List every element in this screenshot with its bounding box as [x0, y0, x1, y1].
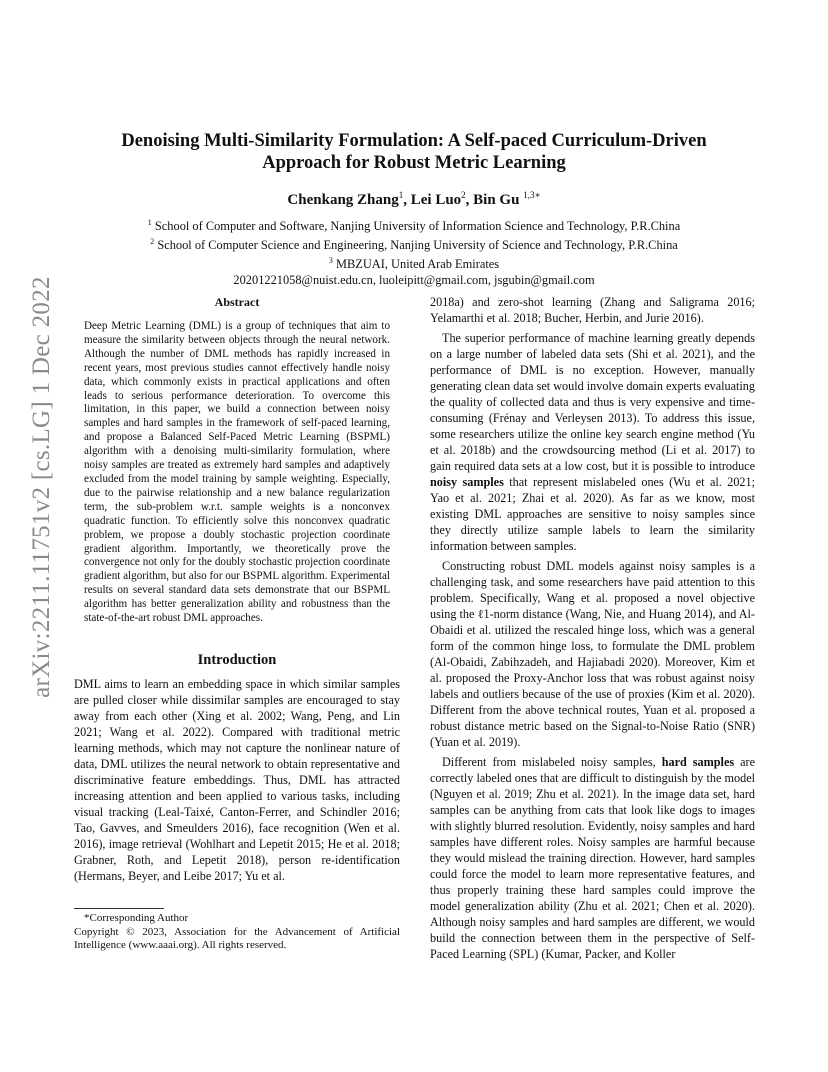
author-affil-mark: 2 — [461, 190, 466, 200]
intro-paragraph: DML aims to learn an embedding space in which similar samples are pulled closer while dissimilar samples are encouraged to stay away from each other (Xing et al. 2002; Wang, Peng, and Lin 2021; Wang et al. 2022). Compared with traditional metric learning methods, which may not capture the nonlinear nature of data, DML utilizes the neural network to obtain representative and discriminative feature embeddings. Thus, DML has attracted increasing attention and been applied to various tasks, including visual tracking (Leal-Taixé, Canton-Ferrer, and Schindler 2016; Tao, Gavves, and Smeulders 2016), face recognition (Wen et al. 2016), image retrieval (Wohlhart and Lepetit 2015; He et al. 2018; Grabner, Roth, and Lepetit 2018), person re-identification (Hermans, Beyer, and Leibe 2017; Yu et al. — [74, 676, 400, 883]
author-name: Bin Gu — [473, 192, 520, 208]
emphasis-hard-samples: hard samples — [661, 755, 735, 769]
corresponding-author-note: *Corresponding Author — [84, 911, 189, 924]
affil-number: 1 — [147, 218, 152, 227]
body-text-segment: The superior performance of machine learning greatly depends on a large number of labeled data sets (Shi et al. 2021), and the performance of DML is no exception. However, manually generating clean data set would involve domain experts evaluating the quality of collected data and thus is very expensive and time-consuming (Frénay and Verleysen 2013). To address this issue, some researchers utilize the online key search engine method (Yu et al. 2018b) and the crowdsourcing method (Li et al. 2017) to gain required data sets at a low cost, but it is possible to introduce — [430, 331, 755, 473]
body-text-segment: Different from mislabeled noisy samples, — [442, 755, 656, 769]
author-affil-mark: 1 — [398, 190, 404, 200]
copyright-note: Copyright © 2023, Association for the Advancement of Artificial Intelligence (www.aaai.org). All rights reserved. — [74, 925, 400, 952]
affiliations — [74, 215, 754, 288]
body-text-segment: are correctly labeled ones that are difficult to distinguish by the model (Nguyen et al. 2019; Zhu et al. 2021). In the image data set, hard samples can be anything from cats that look like dogs to images with slightly blurred resolution. Evidently, noisy samples and hard samples have different roles. Noisy samples are harmful because they would mislead the training direction. However, hard samples could force the model to learn more representative features, and thus properly training these hard samples could improve the model generalization ability (Zhu et al. 2021; Chen et al. 2020). Although noisy samples and hard samples are different, we would build the connection between them in the perspective of Self-Paced Learning (SPL) (Kumar, Packer, and Koller — [430, 755, 756, 961]
title-line-1: Denoising Multi-Similarity Formulation: A Self-paced Curriculum-Driven — [121, 131, 707, 151]
footnotes — [74, 912, 400, 953]
affil-number: 2 — [150, 237, 155, 247]
paper-header — [74, 130, 754, 288]
abstract-text: Deep Metric Learning (DML) is a group of techniques that aim to measure the similarity between objects through the neural network. Although the number of DML methods has rapidly increased in recent years, most previous studies cannot effectively handle noisy data, which commonly exists in practical applications and often leads to serious performance deterioration. To overcome this limitation, in this paper, we build a connection between noisy samples and hard samples in the framework of self-paced learning, and propose a Balanced Self-Paced Metric Learning (BSPML) algorithm with a denoising multi-similarity formulation, where noisy samples are treated as extremely hard samples and adaptively excluded from the model training by sample weighting. Especially, due to the pairwise relationship and a new balance regularization term, the sub-problem w.r.t. sample weights is a nonconvex quadratic function. To efficiently solve this nonconvex quadratic problem, we propose a doubly stochastic projection coordinate gradient algorithm. Importantly, we theoretically prove the convergence not only for the doubly stochastic projection coordinate gradient algorithm, but also for our BSPML algorithm. Experimental results on several standard data sets demonstrate that our BSPML algorithm has better generalization ability and robustness than the state-of-the-art robust DML approaches. — [84, 320, 390, 625]
footnote-divider — [74, 908, 164, 909]
author-affil-mark: 1,3∗ — [523, 190, 541, 200]
affiliation-2 — [74, 234, 754, 253]
affiliation-3 — [74, 253, 754, 272]
affiliation-1 — [74, 215, 754, 234]
arxiv-watermark — [22, 276, 62, 698]
affil-text: School of Computer Science and Engineering, Nanjing University of Science and Technology, P.R.China — [157, 238, 678, 253]
introduction-heading: Introduction — [197, 651, 277, 668]
abstract-heading: Abstract — [214, 295, 260, 309]
body-paragraph — [430, 330, 755, 554]
author-list: Chenkang Zhang$^1$, Lei Luo$^2$, Bin Gu $^{1,3∗}$ — [287, 190, 541, 208]
emphasis-noisy-samples: noisy samples — [430, 475, 504, 489]
left-column — [74, 294, 400, 953]
affil-text: School of Computer and Software, Nanjing University of Information Science and Technology, P.R.China — [154, 219, 681, 234]
body-paragraph: 2018a) and zero-shot learning (Zhang and Saligrama 2016; Yelamarthi et al. 2018; Bucher, Herbin, and Jurie 2016). — [430, 295, 755, 325]
affil-text: MBZUAI, United Arab Emirates — [335, 257, 500, 272]
title-line-2: Approach for Robust Metric Learning — [262, 153, 566, 173]
body-paragraph: Constructing robust DML models against noisy samples is a challenging task, and some researchers have paid attention to this problem. Specifically, Wang et al. proposed a novel objective using the ℓ1-norm distance (Wang, Nie, and Huang 2014), and Al-Obaidi et al. utilized the rescaled hinge loss, which was a general form of the common hinge loss, to formulate the DML problem (Al-Obaidi, Zabihzadeh, and Hajiabadi 2020). Moreover, Kim et al. proposed the Proxy-Anchor loss that was robust against noisy labels and outliers because of the use of proxies (Kim et al. 2020). Different from the above technical routes, Yuan et al. proposed a robust distance metric based on the Signal-to-Noise Ratio (SNR) (Yuan et al. 2019). — [430, 559, 755, 749]
author-name: Lei Luo — [410, 192, 462, 208]
author-emails: 20201221058@nuist.edu.cn, luoleipitt@gmail.com, jsgubin@gmail.com — [233, 273, 595, 288]
body-text-segment: that represent mislabeled ones (Wu et al. 2021; Yao et al. 2021; Zhai et al. 2020). As far as we know, most existing DML approaches are sensitive to noisy samples since they directly utilize sample labels to learn the similarity information between samples. — [430, 475, 756, 553]
right-column — [430, 294, 755, 962]
body-paragraph — [430, 754, 755, 962]
paper-title — [74, 130, 754, 174]
arxiv-id-text: arXiv:2211.11751v2 [cs.LG] 1 Dec 2022 — [28, 276, 55, 698]
affil-number: 3 — [328, 256, 333, 266]
author-name: Chenkang Zhang — [287, 192, 399, 208]
